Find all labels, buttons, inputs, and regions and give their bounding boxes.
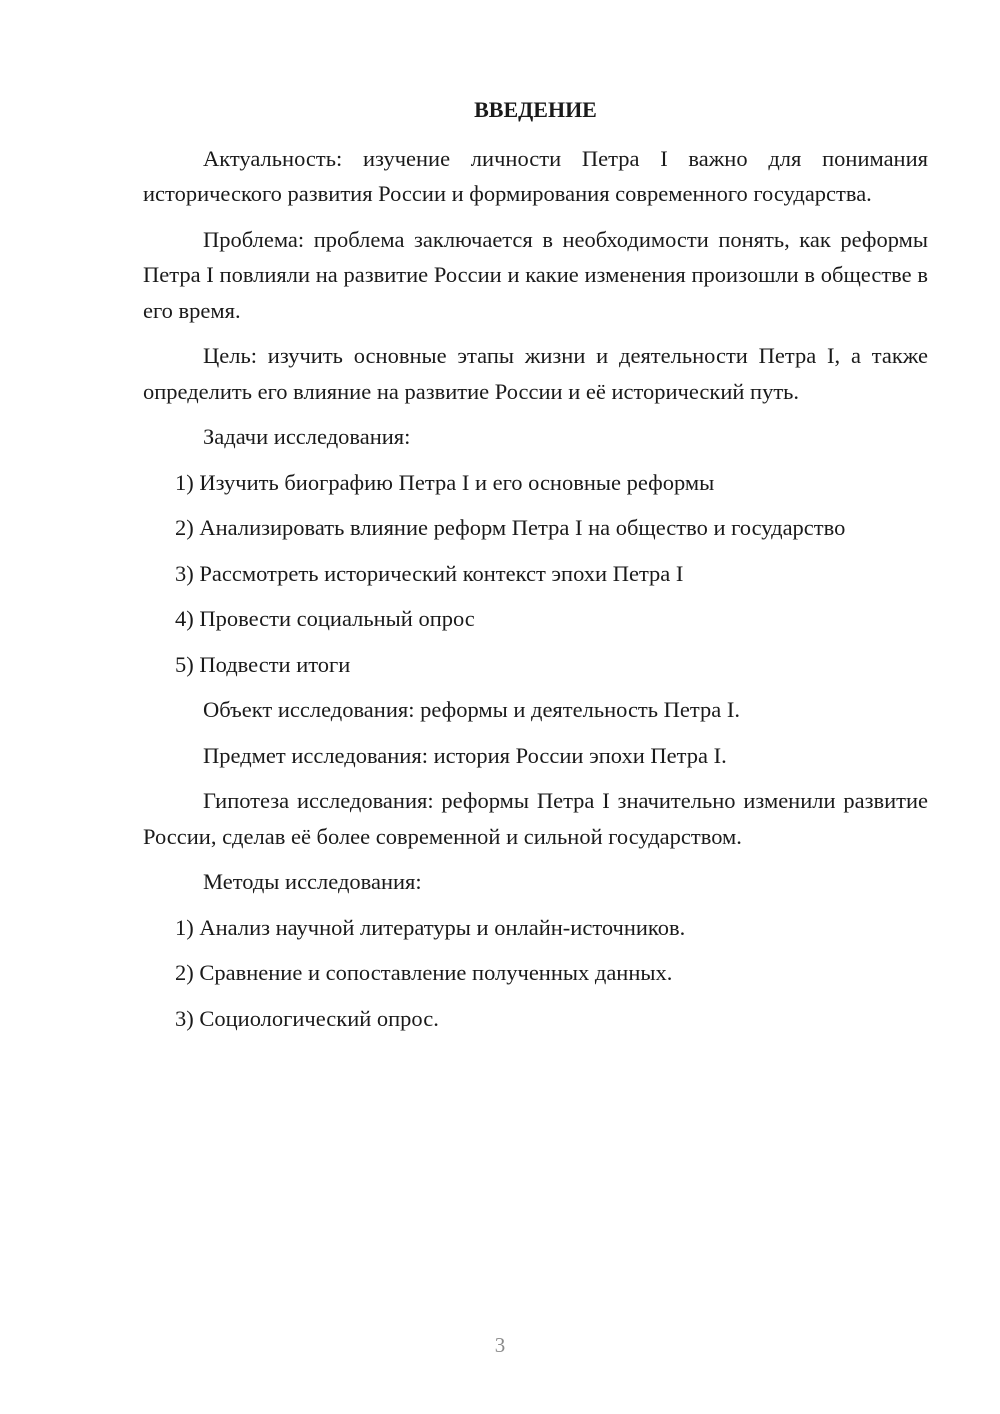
task-item: 4) Провести социальный опрос: [175, 606, 475, 631]
page-title: ВВЕДЕНИЕ: [474, 97, 597, 122]
subject-paragraph: Предмет исследования: история России эпохи Петра I.: [203, 742, 727, 768]
hypothesis-paragraph: Гипотеза исследования: реформы Петра I значительно изменили развитие России, сделав её более современной и сильной государством.: [143, 788, 928, 849]
method-item: 1) Анализ научной литературы и онлайн-источников.: [175, 914, 686, 940]
method-item: 3) Социологический опрос.: [175, 1005, 439, 1031]
tasks-heading: Задачи исследования:: [203, 424, 411, 449]
task-item: 1) Изучить биографию Петра I и его основные реформы: [175, 469, 715, 495]
task-item: 5) Подвести итоги: [175, 651, 351, 677]
task-item: 2) Анализировать влияние реформ Петра I на общество и государство: [175, 515, 846, 540]
page-content: [143, 92, 928, 1046]
method-item: 2) Сравнение и сопоставление полученных данных.: [175, 960, 673, 985]
goal-paragraph: Цель: изучить основные этапы жизни и деятельности Петра I, а также определить его влияние на развитие России и её исторический путь.: [143, 343, 928, 404]
task-item: 3) Рассмотреть исторический контекст эпохи Петра I: [175, 560, 684, 586]
relevance-paragraph: Актуальность: изучение личности Петра I важно для понимания исторического развития России и формирования современного государства.: [143, 145, 928, 206]
page-number: 3: [494, 1333, 506, 1357]
object-paragraph: Объект исследования: реформы и деятельность Петра I.: [203, 697, 740, 722]
problem-paragraph: Проблема: проблема заключается в необходимости понять, как реформы Петра I повлияли на развитие России и какие изменения произошли в обществе в его время.: [143, 226, 928, 323]
methods-heading: Методы исследования:: [203, 869, 422, 894]
